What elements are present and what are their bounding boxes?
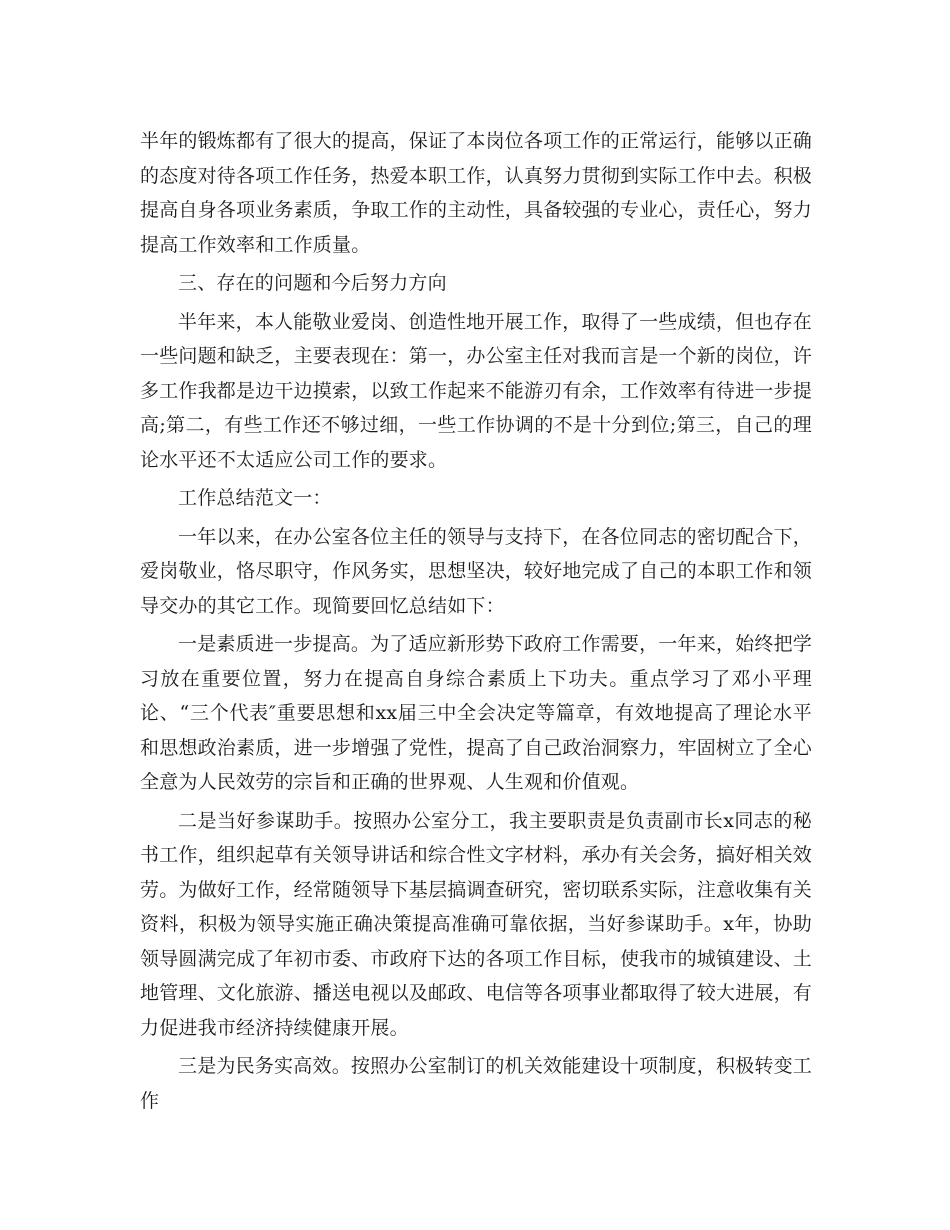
- paragraph-intro: 一年以来，在办公室各位主任的领导与支持下，在各位同志的密切配合下，爱岗敬业，恪尽职守，作风务实，思想坚决，较好地完成了自己的本职工作和领导交办的其它工作。现简要回忆总结如下：: [140, 525, 813, 617]
- paragraph-quality: 一是素质进一步提高。为了适应新形势下政府工作需要，一年来，始终把学习放在重要位置，努力在提高自身综合素质上下功夫。重点学习了邓小平理论、“三个代表″重要思想和xx届三中全会决定等篇章，有效地提高了理论水平和思想政治素质，进一步增强了党性，提高了自己政治洞察力，牢固树立了全心全意为人民效劳的宗旨和正确的世界观、人生观和价值观。: [140, 633, 813, 793]
- section-heading-problems: 三、存在的问题和今后努力方向: [178, 272, 447, 294]
- paragraph-continuation: 半年的锻炼都有了很大的提高，保证了本岗位各项工作的正常运行，能够以正确的态度对待各项工作任务，热爱本职工作，认真努力贯彻到实际工作中去。积极提高自身各项业务素质，争取工作的主动性，具备较强的专业心，责任心，努力提高工作效率和工作质量。: [140, 130, 813, 256]
- paragraph-assistant: 二是当好参谋助手。按照办公室分工，我主要职责是负责副市长x同志的秘书工作，组织起草有关领导讲话和综合性文字材料，承办有关会务，搞好相关效劳。为做好工作，经常随领导下基层搞调查研究，密切联系实际，注意收集有关资料，积极为领导实施正确决策提高准确可靠依据，当好参谋助手。x年，协助领导圆满完成了年初市委、市政府下达的各项工作目标，使我市的城镇建设、土地管理、文化旅游、播送电视以及邮政、电信等各项事业都取得了较大进展，有力促进我市经济持续健康开展。: [140, 809, 813, 1039]
- sample-heading: 工作总结范文一：: [178, 487, 332, 509]
- paragraph-efficiency: 三是为民务实高效。按照办公室制订的机关效能建设十项制度，积极转变工作: [140, 1055, 812, 1112]
- document-body: [140, 124, 812, 1118]
- paragraph-problems: 半年来，本人能敬业爱岗、创造性地开展工作，取得了一些成绩，但也存在一些问题和缺乏，主要表现在：第一，办公室主任对我而言是一个新的岗位，许多工作我都是边干边摸索，以致工作起来不能游刃有余，工作效率有待进一步提高;第二，有些工作还不够过细，一些工作协调的不是十分到位;第三，自己的理论水平还不太适应公司工作的要求。: [140, 310, 813, 471]
